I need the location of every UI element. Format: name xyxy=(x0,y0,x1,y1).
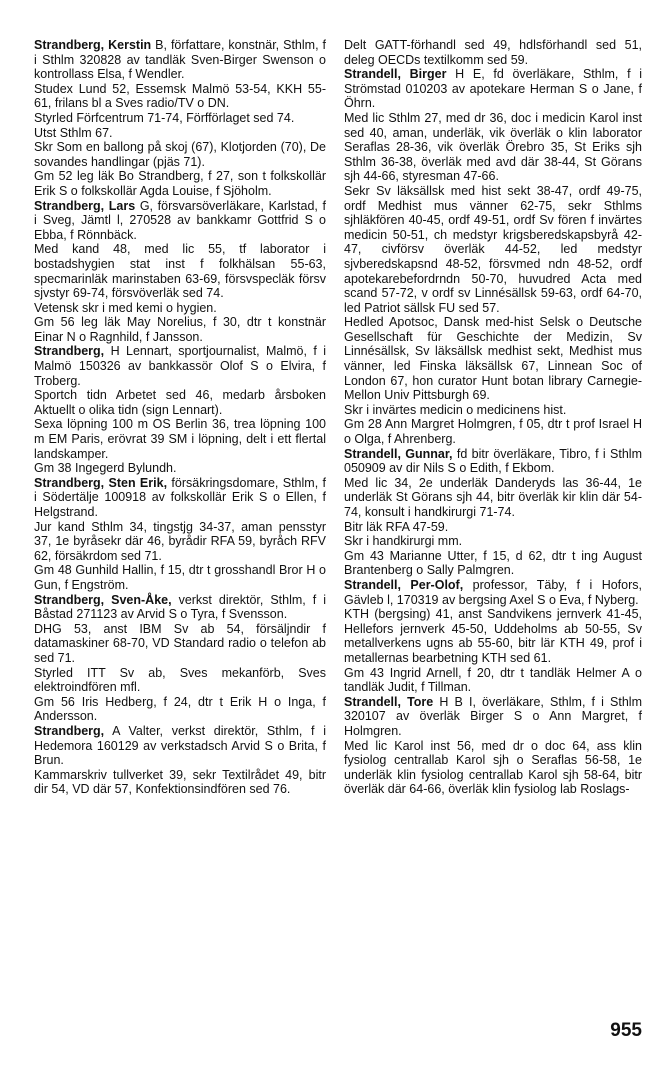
entry-first-paragraph xyxy=(344,67,642,111)
entry-text: Gm 28 Ann Margret Holmgren, f 05, dtr t prof Israel H o Olga, f Ahrenberg. xyxy=(344,417,642,447)
entry-name: Strandell, Birger xyxy=(344,67,447,82)
entry-first-paragraph xyxy=(34,38,326,82)
entry-text: Sexa löpning 100 m OS Berlin 36, trea löpning 100 m EM Paris, erövrat 39 SM i löpning, delt i ett flertal landskamper. xyxy=(34,417,326,461)
entry-text: A Valter, verkst direktör, Sthlm, f i Hedemora 160129 av verkstadsch Arvid S o Brita, f Brun. xyxy=(34,723,326,768)
biography-entry xyxy=(344,38,642,67)
entry-paragraph xyxy=(344,607,642,665)
entry-paragraph xyxy=(34,315,326,344)
entry-paragraph xyxy=(344,666,642,695)
entry-paragraph xyxy=(344,315,642,403)
entry-name: Strandberg, Lars xyxy=(34,198,136,213)
entry-name: Strandell, Gunnar, xyxy=(344,446,453,461)
entry-first-paragraph xyxy=(34,724,326,768)
entry-name: Strandberg, xyxy=(34,723,105,738)
entry-text: Sekr Sv läksällsk med hist sekt 38-47, ordf 49-75, ordf Medhist mus vänner 62-75, sekr Sthlms sjhläkfören 40-45, ordf 49-51, ordf Sv fören f invärtes medicin 50-51, ch medstyr krigsberedskapsbyrå 42-47, civförsv överläk 44-52, led medstyr sjvberedskapsnd 48-52, försvmed ndn 48-52, ordf apotekarebefordrndn 50-70, huvudred Acta med scand 57-72, v ordf sv Linnésällsk 59-63, ordf 64-70, led Patriot sällsk FU sed 57. xyxy=(344,183,642,315)
entry-text: Gm 43 Marianne Utter, f 15, d 62, dtr t ing August Brantenberg o Sally Palmgren. xyxy=(344,548,642,578)
entry-name: Strandell, Tore xyxy=(344,694,434,709)
entry-first-paragraph xyxy=(344,38,642,67)
entry-paragraph xyxy=(344,739,642,797)
biography-entry xyxy=(344,578,642,695)
right-column xyxy=(344,38,642,797)
entry-text: Styrled Förfcentrum 71-74, Förfförlaget sed 74. xyxy=(34,110,295,125)
entry-text: Bitr läk RFA 47-59. xyxy=(344,519,449,534)
entry-first-paragraph xyxy=(34,593,326,622)
entry-first-paragraph xyxy=(344,447,642,476)
entry-text: Studex Lund 52, Essemsk Malmö 53-54, KKH 55-61, frilans bl a Sves radio/TV o DN. xyxy=(34,81,326,111)
entry-text: Kammarskriv tullverket 39, sekr Textilrådet 49, bitr dir 54, VD där 57, Konfektionsindfören sed 76. xyxy=(34,767,326,797)
entry-text: Sportch tidn Arbetet sed 46, medarb årsboken Aktuellt o olika tidn (sign Lennart). xyxy=(34,388,326,417)
entry-paragraph xyxy=(34,622,326,666)
entry-text: Med lic 34, 2e underläk Danderyds las 36-44, 1e underläk St Görans sjh 44, bitr överläk kir klin där 54-74, konsult i handkirurgi 71-74. xyxy=(344,475,642,519)
entry-paragraph xyxy=(34,695,326,724)
entry-text: Med lic Sthlm 27, med dr 36, doc i medicin Karol inst sed 40, aman, underläk, vik överläk o klin laborator Seraflas 28-36, vik överläk Örebro 35, St Eriks sjh Sthlm 36-38, överläk med avd där 38-44, St Görans sjh 44-66, styresman 47-66. xyxy=(344,110,642,184)
entry-text: Med lic Karol inst 56, med dr o doc 64, ass klin fysiolog centrallab Karol sjh o Seraflas 56-58, 1e underläk klin fysiolog centrallab Karol sjh 58-64, bitr överläk där 64-66, överläk klin fysiolog lab Roslags- xyxy=(344,738,642,797)
entry-paragraph xyxy=(344,417,642,446)
entry-text: Utst Sthlm 67. xyxy=(34,125,113,140)
entry-paragraph xyxy=(34,126,326,141)
entry-paragraph xyxy=(34,768,326,797)
entry-name: Strandberg, Sten Erik, xyxy=(34,475,168,490)
entry-name: Strandberg, xyxy=(34,344,105,359)
entry-name: Strandberg, Kerstin xyxy=(34,38,152,52)
entry-paragraph xyxy=(34,242,326,300)
entry-text: H E, fd överläkare, Sthlm, f i Strömstad 010203 av apotekare Herman S o Jane, f Öhrn. xyxy=(344,67,643,111)
entry-paragraph xyxy=(34,417,326,461)
page-number: 955 xyxy=(610,1020,642,1041)
entry-paragraph xyxy=(34,111,326,126)
entry-text: Hedled Apotsoc, Dansk med-hist Selsk o Deutsche Gesellschaft für Geschichte der Medizin, Sv Linnésällsk, Sv läksällsk medhist sekt, Medhist mus vänner, led Finska läksällsk 67, Linnean Soc of London 67, hon curator Hunt botan library Carnegie-Mellon Univ Pittsburgh 69. xyxy=(344,315,642,403)
entry-paragraph xyxy=(34,169,326,198)
entry-text: Gm 56 Iris Hedberg, f 24, dtr t Erik H o Inga, f Andersson. xyxy=(34,694,326,724)
entry-text: KTH (bergsing) 41, anst Sandvikens jernverk 41-45, Hellefors jernverk 45-50, Uddeholms ab 50-55, Sv metallverkens ugns ab 55-60, bitr lär KTH 49, prof i metallernas bearbetning KTH sed 61. xyxy=(344,607,642,665)
entry-paragraph xyxy=(344,184,642,315)
entry-text: Gm 56 leg läk May Norelius, f 30, dtr t konstnär Einar N o Ragnhild, f Jansson. xyxy=(34,315,326,344)
entry-paragraph xyxy=(34,140,326,169)
entry-paragraph xyxy=(34,520,326,564)
entry-first-paragraph xyxy=(34,199,326,243)
entry-text: professor, Täby, f i Hofors, Gävleb l, 170319 av bergsing Axel S o Eva, f Nyberg. xyxy=(344,577,642,607)
entry-paragraph xyxy=(344,520,642,535)
entry-text: Styrled ITT Sv ab, Sves mekanförb, Sves elektroindfören mfl. xyxy=(34,665,326,695)
entry-text: Jur kand Sthlm 34, tingstjg 34-37, aman pensstyr 37, 1e byråsekr där 46, byrådir RFA 59, byråch RFV 62, försäkrdom sed 71. xyxy=(34,519,326,563)
entry-text: Skr i invärtes medicin o medicinens hist. xyxy=(344,402,567,417)
biography-entry xyxy=(34,593,326,724)
entry-text: H B I, överläkare, Sthlm, f i Sthlm 320107 av överläk Birger S o Ann Margret, f Holmgren. xyxy=(344,694,642,738)
biography-entry xyxy=(344,447,642,578)
biography-entry xyxy=(34,476,326,593)
entry-paragraph xyxy=(34,82,326,111)
entry-text: G, försvarsöverläkare, Karlstad, f i Sveg, Jämtl l, 270528 av bankkamr Gottfrid S o Ebba, f Rönnbäck. xyxy=(34,198,326,242)
entry-paragraph xyxy=(344,476,642,520)
entry-paragraph xyxy=(34,388,326,417)
entry-paragraph xyxy=(34,461,326,476)
entry-text: Gm 52 leg läk Bo Strandberg, f 27, son t folkskollär Erik S o folkskollär Agda Louise, f Sjöholm. xyxy=(34,169,326,198)
entry-paragraph xyxy=(344,534,642,549)
entry-paragraph xyxy=(344,403,642,418)
entry-first-paragraph xyxy=(344,578,642,607)
entry-text: Gm 38 Ingegerd Bylundh. xyxy=(34,461,177,476)
entry-first-paragraph xyxy=(34,344,326,388)
entry-text: Gm 43 Ingrid Arnell, f 20, dtr t tandläk Helmer A o tandläk Judit, f Tillman. xyxy=(344,665,642,695)
entry-text: fd bitr överläkare, Tibro, f i Sthlm 050909 av dir Nils S o Edith, f Ekbom. xyxy=(344,446,642,476)
entry-first-paragraph xyxy=(34,476,326,520)
biography-entry xyxy=(34,344,326,475)
entry-text: B, författare, konstnär, Sthlm, f i Sthlm 320828 av tandläk Sven-Birger Swenson o kontrollass Elsa, f Wendler. xyxy=(34,38,326,82)
biography-entry xyxy=(34,199,326,345)
entry-name: Strandell, Per-Olof, xyxy=(344,577,464,592)
left-column xyxy=(34,38,326,797)
entry-text: Skr Som en ballong på skoj (67), Klotjorden (70), De sovandes handlingar (pjäs 71). xyxy=(34,140,326,169)
entry-name: Strandberg, Sven-Åke, xyxy=(34,592,172,607)
entry-text: Gm 48 Gunhild Hallin, f 15, dtr t grosshandl Bror H o Gun, f Engström. xyxy=(34,563,326,592)
entry-text: försäkringsdomare, Sthlm, f i Södertälje 100918 av folkskollär Erik S o Ellen, f Helgstrand. xyxy=(34,475,326,519)
entry-text: verkst direktör, Sthlm, f i Båstad 271123 av Arvid S o Tyra, f Svensson. xyxy=(34,592,326,622)
biography-entry xyxy=(344,695,642,797)
entry-text: H Lennart, sportjournalist, Malmö, f i Malmö 150326 av bankkassör Olof S o Elvira, f Troberg. xyxy=(34,344,326,388)
entry-text: Med kand 48, med lic 55, tf laborator i bostadshygien stat inst f folkhälsan 55-63, specmarinläk marinstaben 63-69, försvspecläk försv sjvstyr 69-74, försvöverläk sed 74. xyxy=(34,242,326,301)
entry-text: Vetensk skr i med kemi o hygien. xyxy=(34,300,217,315)
entry-text: Skr i handkirurgi mm. xyxy=(344,534,463,549)
biography-entry xyxy=(34,724,326,797)
entry-first-paragraph xyxy=(344,695,642,739)
biography-entry xyxy=(344,67,642,446)
entry-paragraph xyxy=(34,666,326,695)
biography-entry xyxy=(34,38,326,199)
entry-paragraph xyxy=(344,549,642,578)
entry-text: DHG 53, anst IBM Sv ab 54, försäljndir f datamaskiner 68-70, VD Standard radio o telefon ab sed 71. xyxy=(34,621,326,665)
entry-text: Delt GATT-förhandl sed 49, hdlsförhandl sed 51, deleg OECDs textilkomm sed 59. xyxy=(344,38,642,67)
entry-paragraph xyxy=(34,301,326,316)
entry-paragraph xyxy=(34,563,326,592)
entry-paragraph xyxy=(344,111,642,184)
